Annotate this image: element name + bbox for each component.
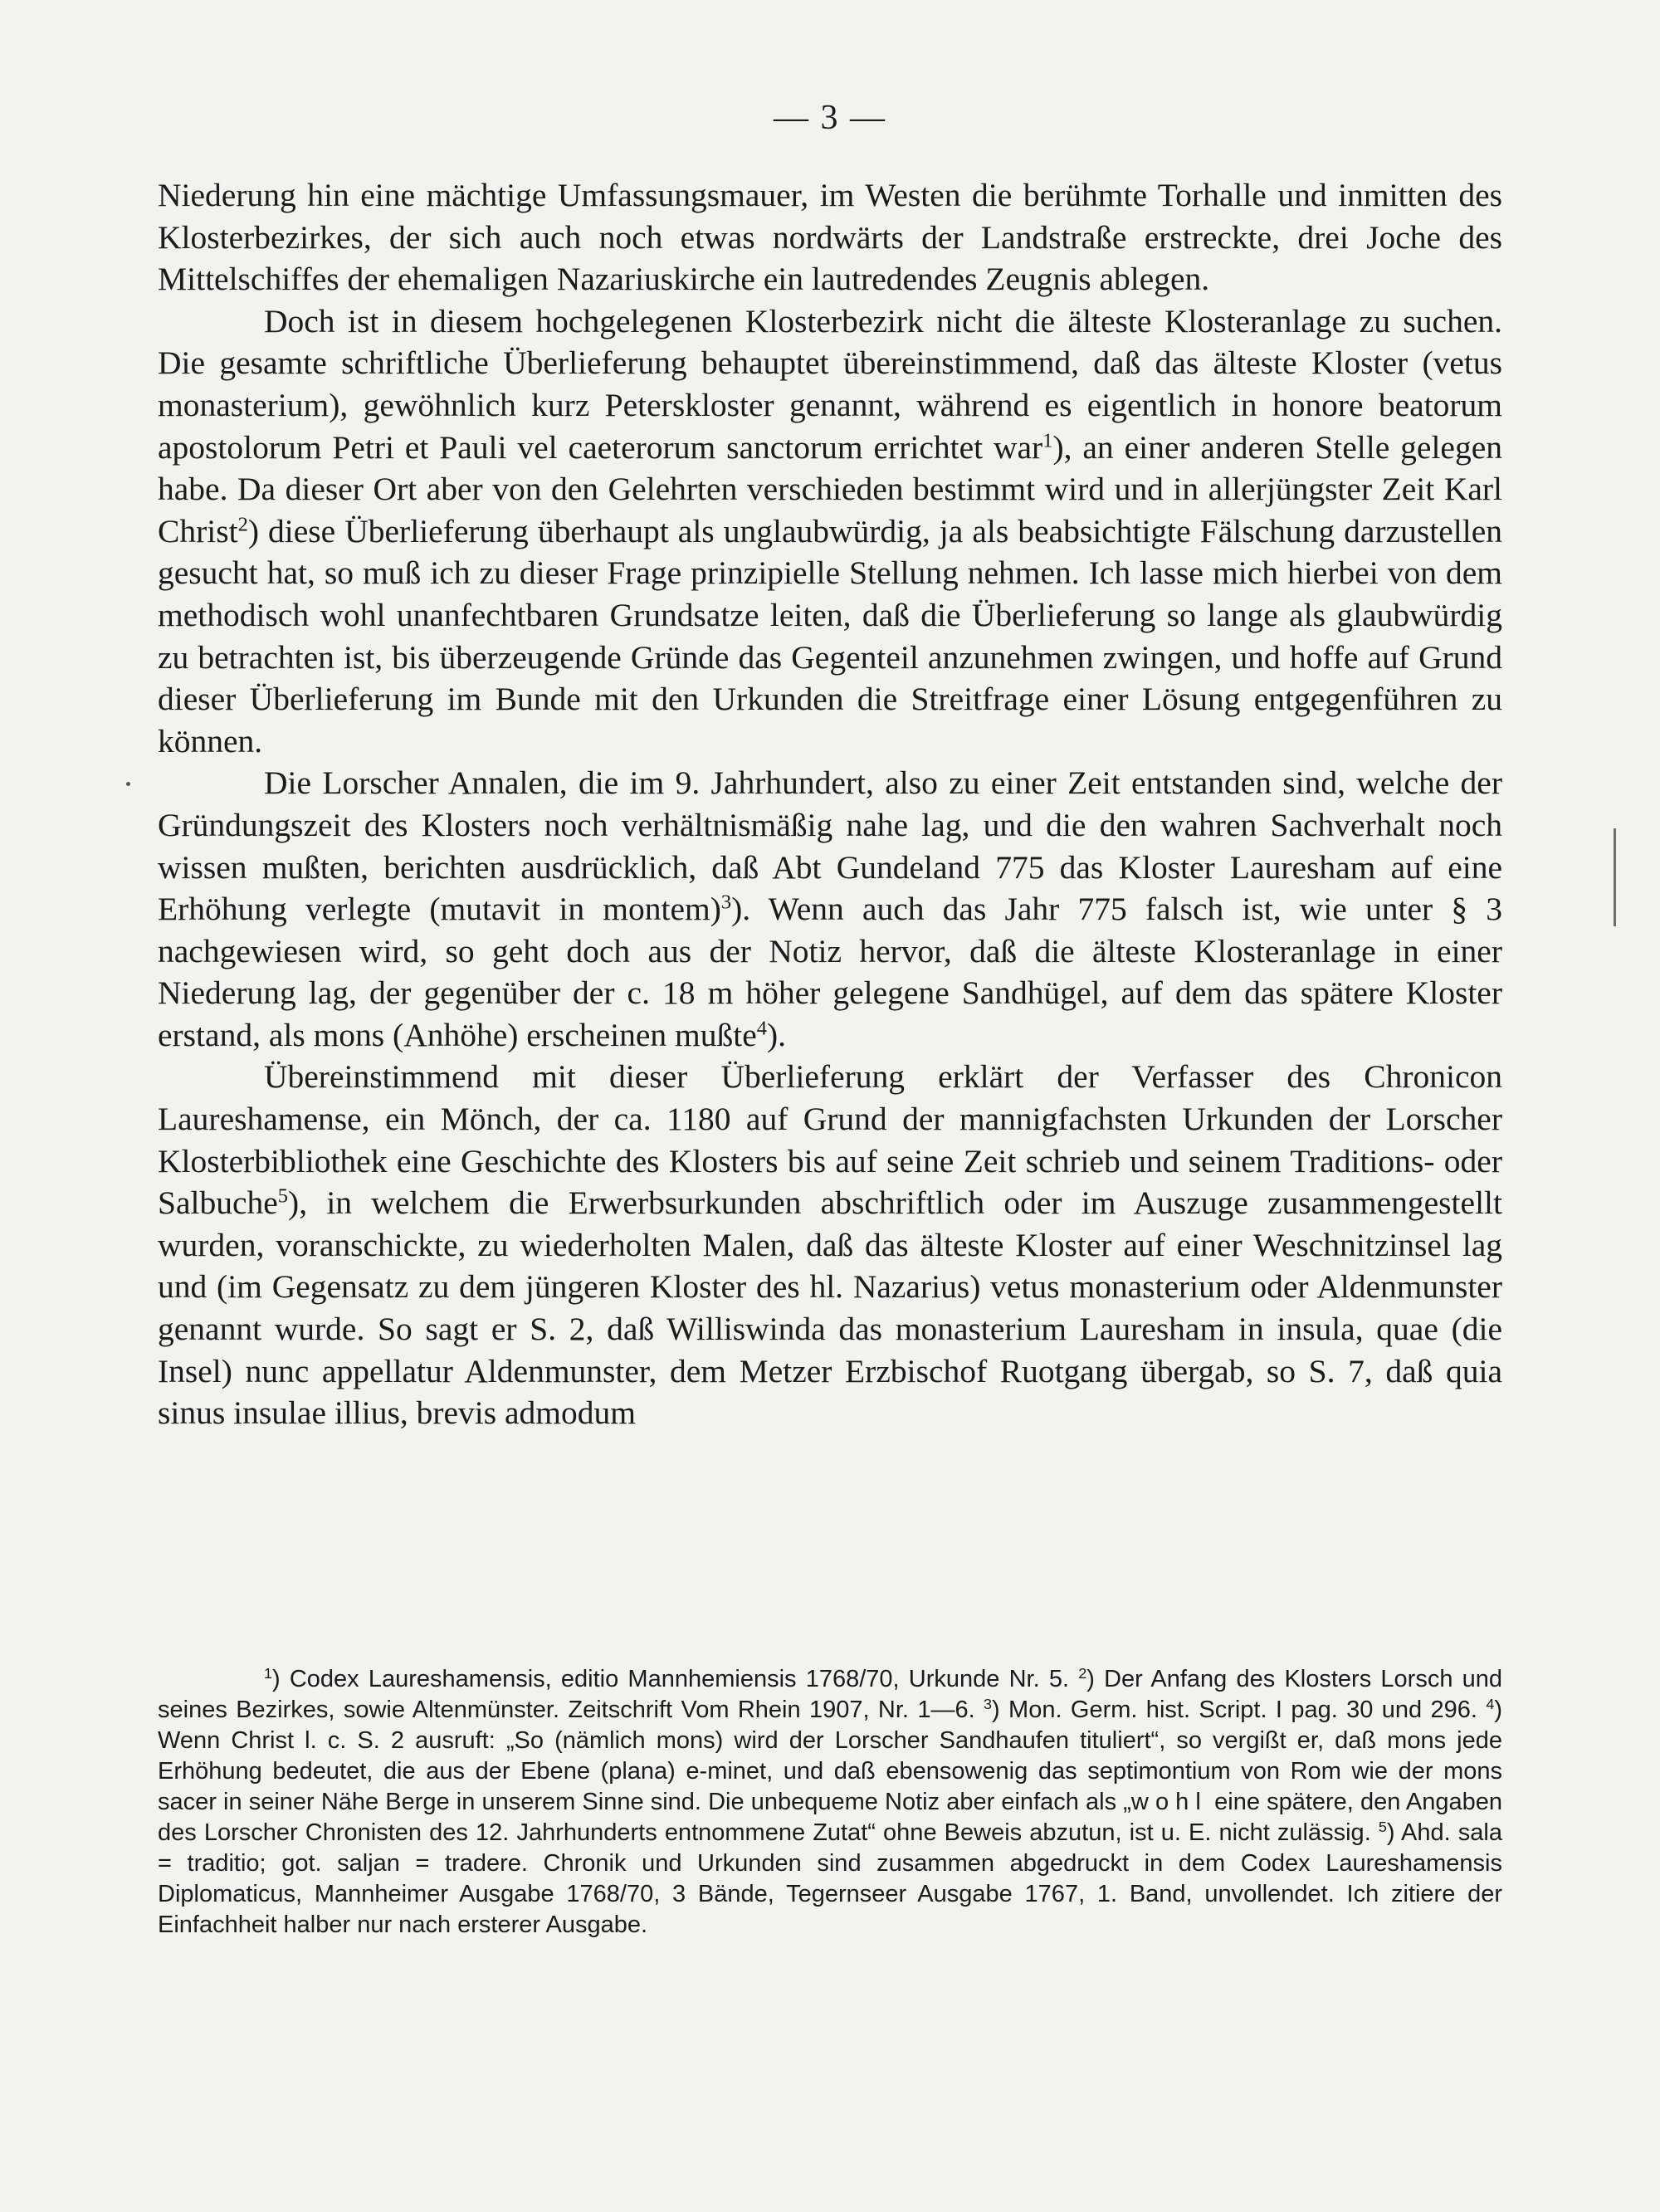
footnote-4-part-b: eine spätere, den Angaben des Lorscher Chronisten des 12. Jahrhunderts entnommene Zutat“ ohne Beweis abzutun, ist u. E. nicht zulässig. — [158, 1789, 1502, 1846]
paragraph-2 — [158, 300, 1502, 763]
footnote-marker-2: 2 — [1078, 1665, 1087, 1682]
paragraph-4-part-a: Übereinstimmend mit dieser Überlieferung erklärt der Verfasser des Chronicon Laureshamense, ein Mönch, der ca. 1180 auf Grund der mannigfachsten Urkunden der Lorscher Klosterbibliothek eine Geschichte des Klosters bis auf seine Zeit schrieb und seinem Traditions- oder Salbuche — [158, 1058, 1502, 1222]
paragraph-1: Niederung hin eine mächtige Umfassungsmauer, im Westen die berühmte Torhalle und inmitten des Klosterbezirkes, der sich auch noch etwas nordwärts der Landstraße erstreckte, drei Joche des Mittelschiffes der ehemaligen Nazariuskirche ein lautredendes Zeugnis ablegen. — [158, 177, 1502, 298]
footnote-ref-5: 5 — [277, 1184, 289, 1208]
footnote-2: ) Der Anfang des Klosters Lorsch und seines Bezirkes, sowie Altenmünster. Zeitschrift Vom Rhein 1907, Nr. 1—6. — [158, 1666, 1503, 1723]
footnote-ref-4: 4 — [756, 1017, 768, 1040]
paragraph-2-part-b: ), an einer anderen Stelle gelegen habe. Da dieser Ort aber von den Gelehrten verschieden bestimmt wird und in allerjüngster Zeit Karl Christ — [158, 428, 1502, 549]
footnote-4-part-a: ) Wenn Christ l. c. S. 2 ausruft: „So (nämlich mons) wird der Lorscher Sandhaufen tituliert“, so vergißt er, daß mons jede Erhöhung bedeutet, die aus der Ebene (plana) e-minet, und daß ebensowenig das septimontium von Rom wie der mons sacer in seiner Nähe Berge in unserem Sinne sind. Die unbequeme Notiz aber einfach als „ — [158, 1697, 1503, 1815]
paragraph-2-part-c: ) diese Überlieferung überhaupt als unglaubwürdig, ja als beabsichtigte Fälschung darzustellen gesucht hat, so muß ich zu dieser Frage prinzipielle Stellung nehmen. Ich lasse mich hierbei von dem methodisch wohl unanfechtbaren Grundsatze leiten, daß die Überlieferung so lange als glaubwürdig zu betrachten ist, bis überzeugende Gründe das Gegenteil anzunehmen zwingen, und hoffe auf Grund dieser Überlieferung im Bunde mit den Urkunden die Streitfrage einer Lösung entgegenführen zu können. — [158, 512, 1502, 759]
footnote-ref-1: 1 — [1042, 429, 1053, 452]
footnotes — [158, 1664, 1502, 1941]
stray-dot — [126, 782, 130, 786]
footnote-marker-4: 4 — [1486, 1696, 1495, 1713]
paragraph-4 — [158, 1056, 1502, 1433]
paragraph-3-part-a: Die Lorscher Annalen, die im 9. Jahrhundert, also zu einer Zeit entstanden sind, welche der Gründungszeit des Klosters noch verhältnismäßig nahe lag, und die den wahren Sachverhalt noch wissen mußten, berichten ausdrücklich, daß Abt Gundeland 775 das Kloster Lauresham auf eine Erhöhung verlegte (mutavit in montem) — [158, 764, 1502, 928]
paragraph-4-part-b: ), in welchem die Erwerbsurkunden abschriftlich oder im Auszuge zusammengestellt wurden, voranschickte, zu wiederholten Malen, daß das älteste Kloster auf einer Weschnitzinsel lag und (im Gegensatz zu dem jüngeren Kloster des hl. Nazarius) vetus monasterium oder Aldenmunster genannt wurde. So sagt er S. 2, daß Williswinda das monasterium Lauresham in insula, quae (die Insel) nunc appellatur Aldenmunster, dem Metzer Erzbischof Ruotgang übergab, so S. 7, daß quia sinus insulae illius, brevis admodum — [158, 1184, 1502, 1432]
footnote-3: ) Mon. Germ. hist. Script. I pag. 30 und 296. — [992, 1697, 1477, 1723]
footnote-ref-3: 3 — [720, 891, 732, 914]
footnote-marker-5: 5 — [1378, 1819, 1387, 1836]
paragraph-3-part-b: ). Wenn auch das Jahr 775 falsch ist, wie unter § 3 nachgewiesen wird, so geht doch aus der Notiz hervor, daß die älteste Klosteranlage in einer Niederung lag, der gegenüber der c. 18 m höher gelegene Sandhügel, auf dem das spätere Kloster erstand, als mons (Anhöhe) erscheinen mußte — [158, 891, 1502, 1053]
main-text — [158, 174, 1502, 1434]
footnote-4-emphasis: wohl — [1130, 1789, 1208, 1815]
footnote-ref-2: 2 — [237, 513, 248, 536]
paragraph-2-part-a: Doch ist in diesem hochgelegenen Klosterbezirk nicht die älteste Klosteranlage zu suchen. Die gesamte schriftliche Überlieferung behauptet übereinstimmend, daß das älteste Kloster (vetus monasterium), gewöhnlich kurz Peterskloster genannt, während es eigentlich in honore beatorum apostolorum Petri et Pauli vel caeterorum sanctorum errichtet war — [158, 302, 1502, 466]
footnote-1: ) Codex Laureshamensis, editio Mannhemiensis 1768/70, Urkunde Nr. 5. — [272, 1666, 1070, 1692]
footnote-marker-3: 3 — [984, 1696, 993, 1713]
footnote-marker-1: 1 — [264, 1665, 272, 1682]
paragraph-3-part-c: ). — [767, 1016, 787, 1053]
margin-mark — [1614, 828, 1616, 926]
footnote-block — [158, 1664, 1502, 1941]
footnote-5: ) Ahd. sala = traditio; got. saljan = tradere. Chronik und Urkunden sind zusammen abgedruckt in dem Codex Laureshamensis Diplomaticus, Mannheimer Ausgabe 1768/70, 3 Bände, Tegernseer Ausgabe 1767, 1. Band, unvollendet. Ich zitiere der Einfachheit halber nur nach ersterer Ausgabe. — [158, 1819, 1502, 1938]
paragraph-3 — [158, 762, 1502, 1056]
page-number: — 3 — — [774, 99, 886, 137]
